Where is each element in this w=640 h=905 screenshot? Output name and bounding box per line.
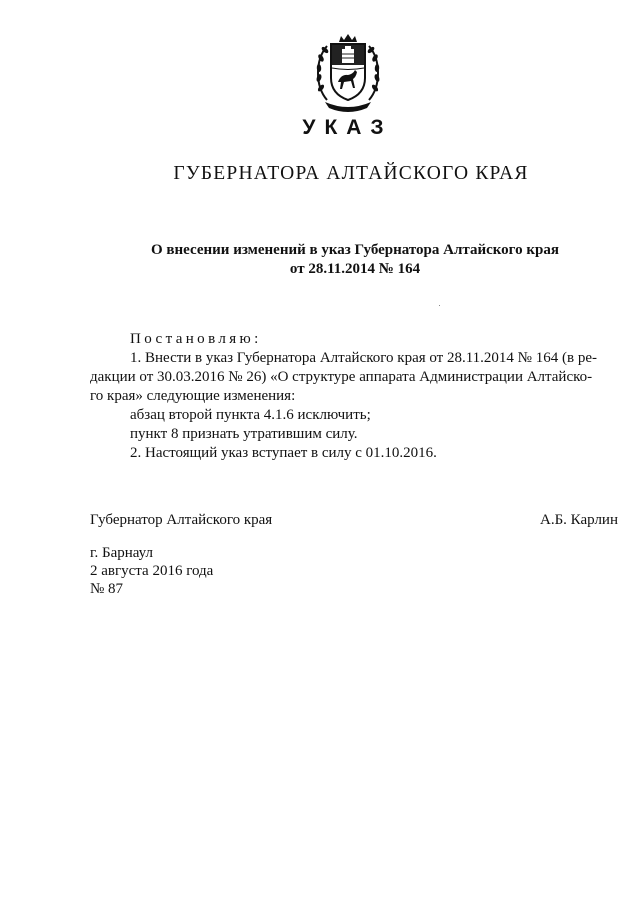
issue-city: г. Барнаул	[90, 545, 153, 561]
item-1-sub-1: абзац второй пункта 4.1.6 исключить;	[130, 407, 371, 423]
item-1-line-2: дакции от 30.03.2016 № 26) «О структуре аппарата Администрации Алтайско-	[90, 369, 593, 385]
signatory-name: А.Б. Карлин	[539, 512, 618, 528]
decree-subject	[0, 241, 640, 279]
coat-of-arms-icon	[311, 30, 385, 114]
decree-body	[90, 330, 620, 463]
subject-line-2: от 28.11.2014 № 164	[289, 261, 421, 277]
item-2: 2. Настоящий указ вступает в силу с 01.10.2016.	[130, 445, 437, 461]
item-1-line-3: го края» следующие изменения:	[90, 388, 296, 404]
scan-speck	[439, 305, 440, 306]
issuing-authority: ГУБЕРНАТОРА АЛТАЙСКОГО КРАЯ	[173, 163, 529, 184]
signatory-position: Губернатор Алтайского края	[90, 512, 273, 528]
decree-intro: Постановляю:	[130, 331, 262, 347]
subject-line-1: О внесении изменений в указ Губернатора Алтайского края	[151, 242, 559, 258]
document-title: УКАЗ	[302, 116, 393, 139]
decree-number: № 87	[90, 581, 124, 597]
item-1-sub-2: пункт 8 признать утратившим силу.	[130, 426, 358, 442]
signature-block	[90, 512, 618, 529]
item-1-line-1: 1. Внести в указ Губернатора Алтайского края от 28.11.2014 № 164 (в ре-	[130, 350, 597, 366]
issue-date: 2 августа 2016 года	[90, 563, 214, 579]
document-footer	[90, 544, 213, 598]
